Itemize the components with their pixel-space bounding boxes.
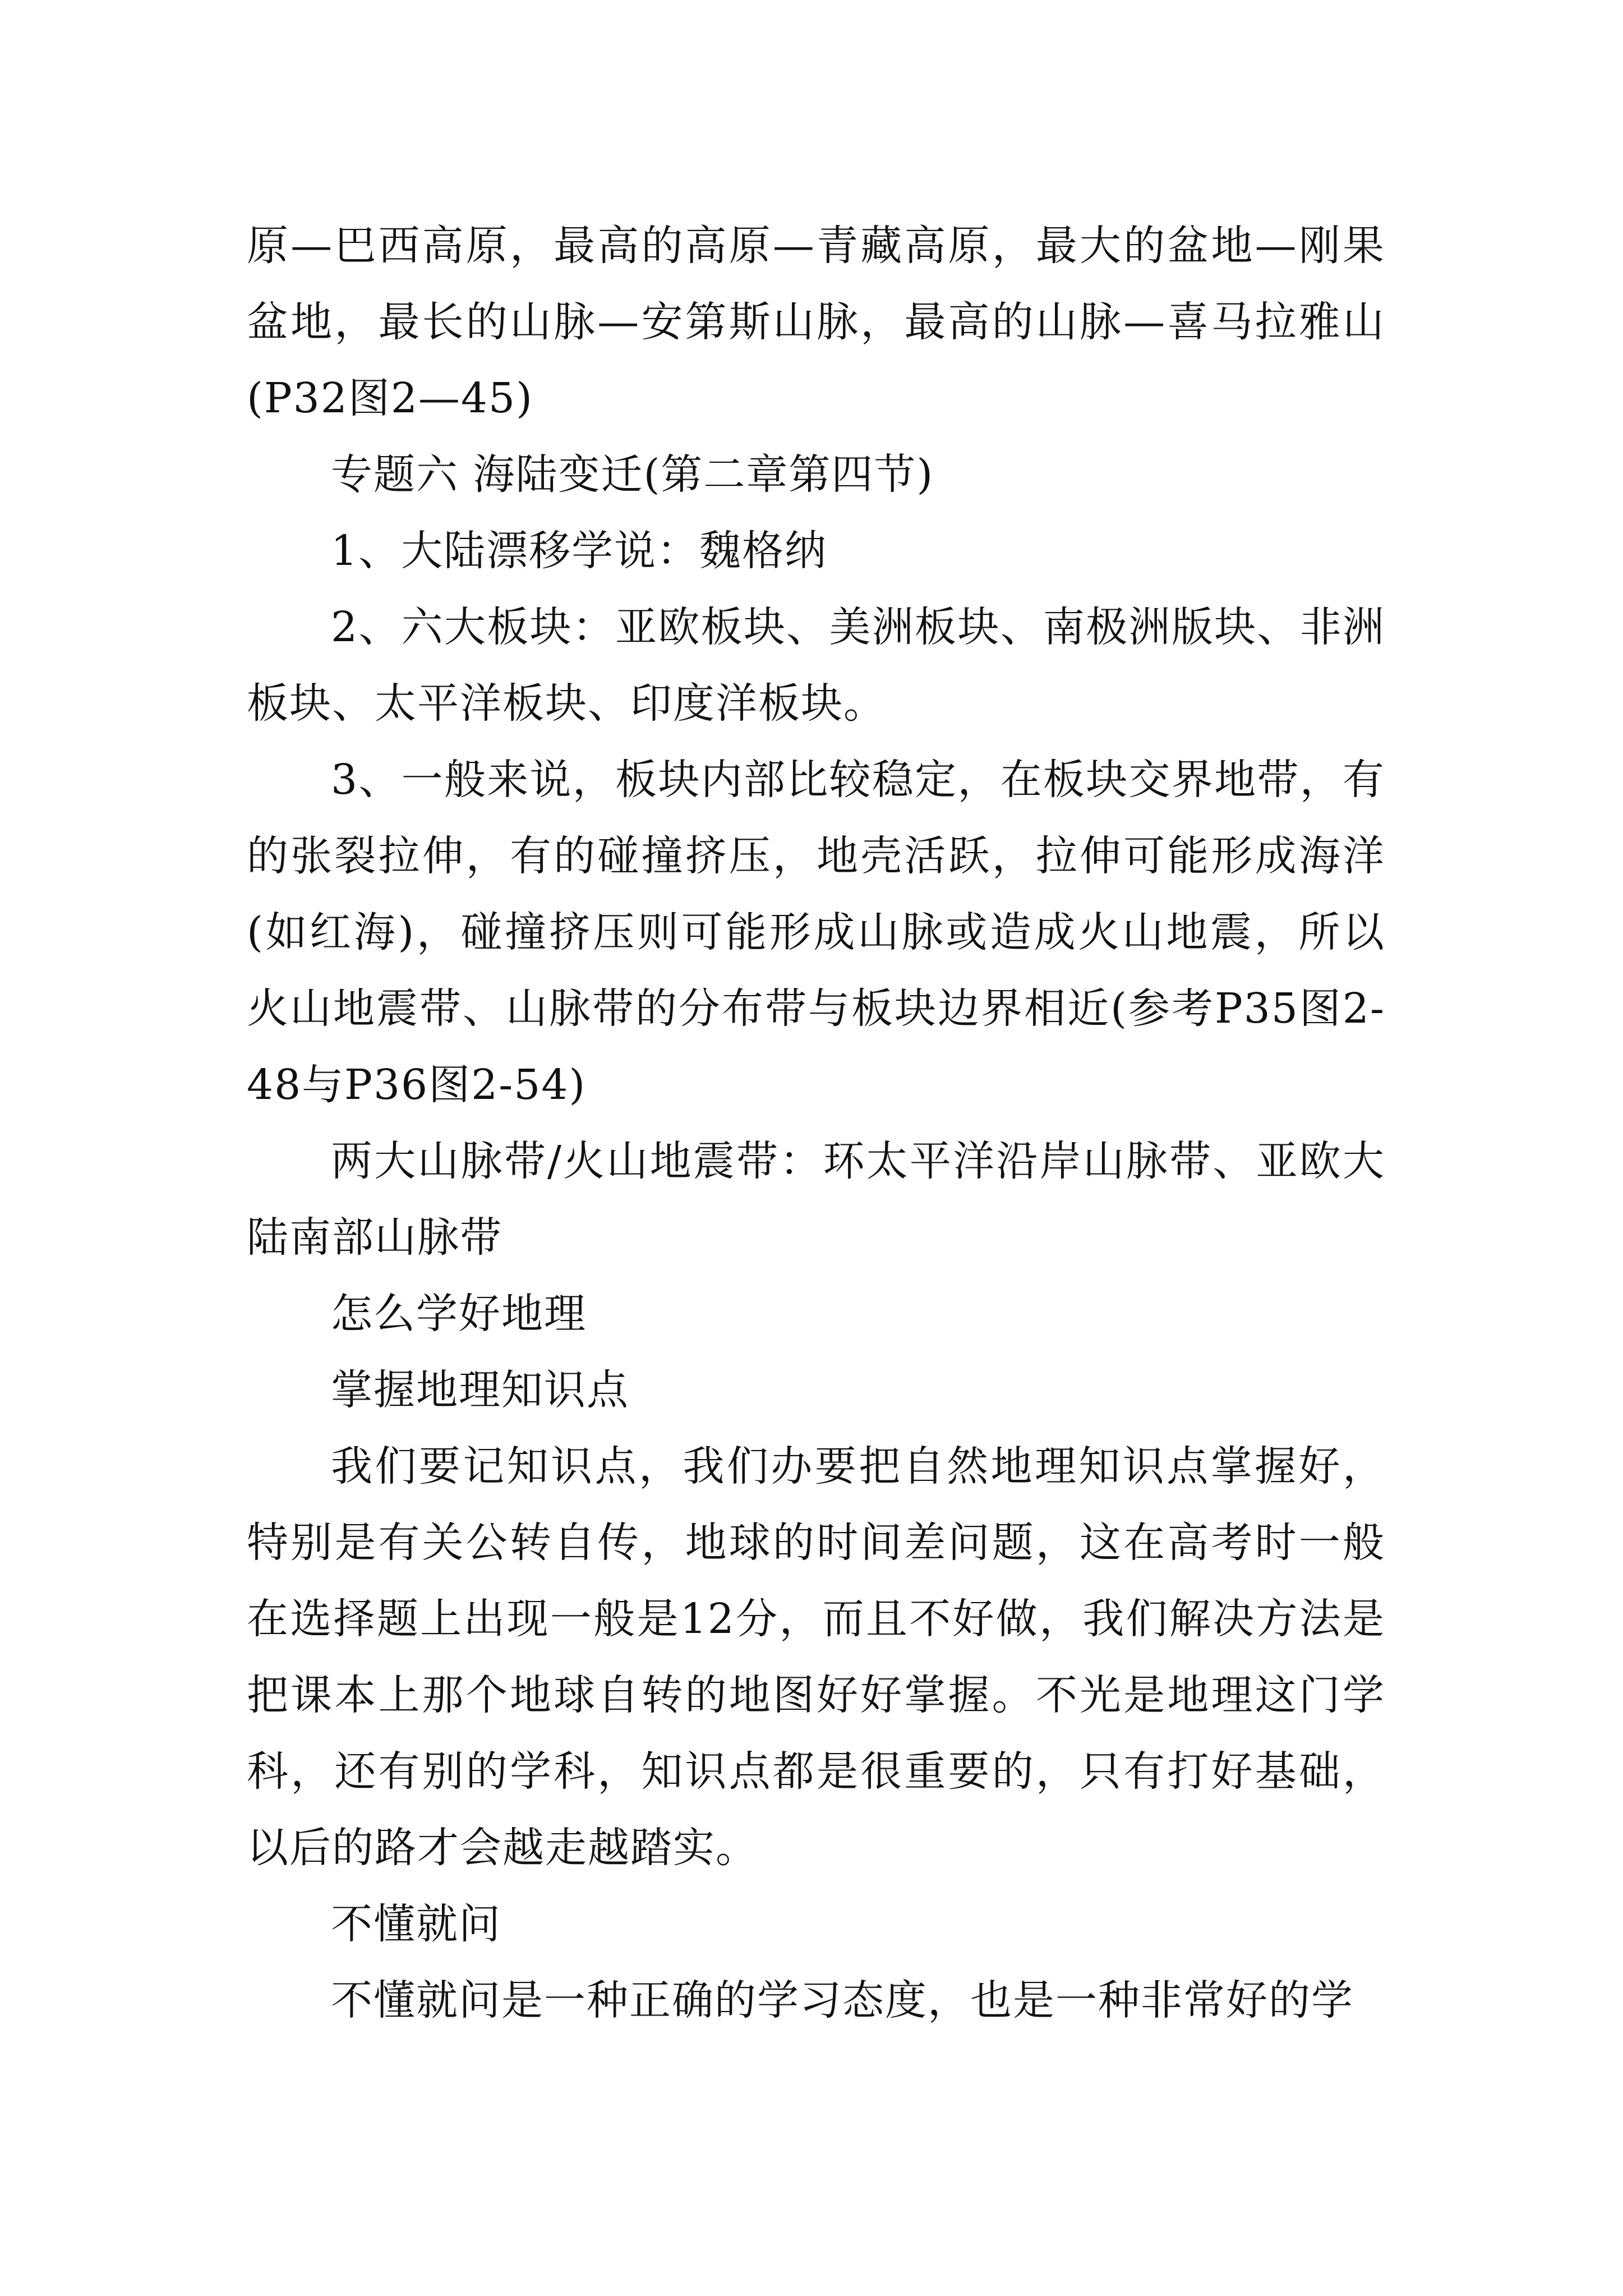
paragraph-item-1: 1、大陆漂移学说：魏格纳: [331, 527, 828, 575]
paragraph-ask-questions: 不懂就问是一种正确的学习态度，也是一种非常好的学: [331, 1976, 1354, 2024]
paragraph-item-2: 2、六大板块：亚欧板块、美洲板块、南极洲版块、非洲板块、太平洋板块、印度洋板块。: [247, 603, 1385, 728]
section-heading-how-to-learn: 怎么学好地理: [331, 1290, 587, 1338]
subheading-knowledge-points: 掌握地理知识点: [331, 1366, 629, 1414]
document-body: [247, 208, 1385, 2039]
section-heading-topic-six: 专题六 海陆变迁(第二章第四节): [331, 450, 934, 499]
paragraph-mountain-belts: 两大山脉带/火山地震带：环太平洋沿岸山脉带、亚欧大陆南部山脉带: [247, 1137, 1385, 1262]
subheading-ask-questions: 不懂就问: [331, 1900, 501, 1948]
paragraph-continuation: 原—巴西高原，最高的高原—青藏高原，最大的盆地—刚果盆地，最长的山脉—安第斯山脉，最高的山脉—喜马拉雅山(P32图2—45): [247, 222, 1385, 422]
paragraph-knowledge-points: 我们要记知识点，我们办要把自然地理知识点掌握好，特别是有关公转自传，地球的时间差问题，这在高考时一般在选择题上出现一般是12分，而且不好做，我们解决方法是把课本上那个地球自转的地图好好掌握。不光是地理这门学科，还有别的学科，知识点都是很重要的，只有打好基础，以后的路才会越走越踏实。: [247, 1442, 1385, 1872]
paragraph-item-3: 3、一般来说，板块内部比较稳定，在板块交界地带，有的张裂拉伸，有的碰撞挤压，地壳活跃，拉伸可能形成海洋(如红海)，碰撞挤压则可能形成山脉或造成火山地震，所以火山地震带、山脉带的分布带与板块边界相近(参考P35图2-48与P36图2-54): [247, 756, 1385, 1109]
